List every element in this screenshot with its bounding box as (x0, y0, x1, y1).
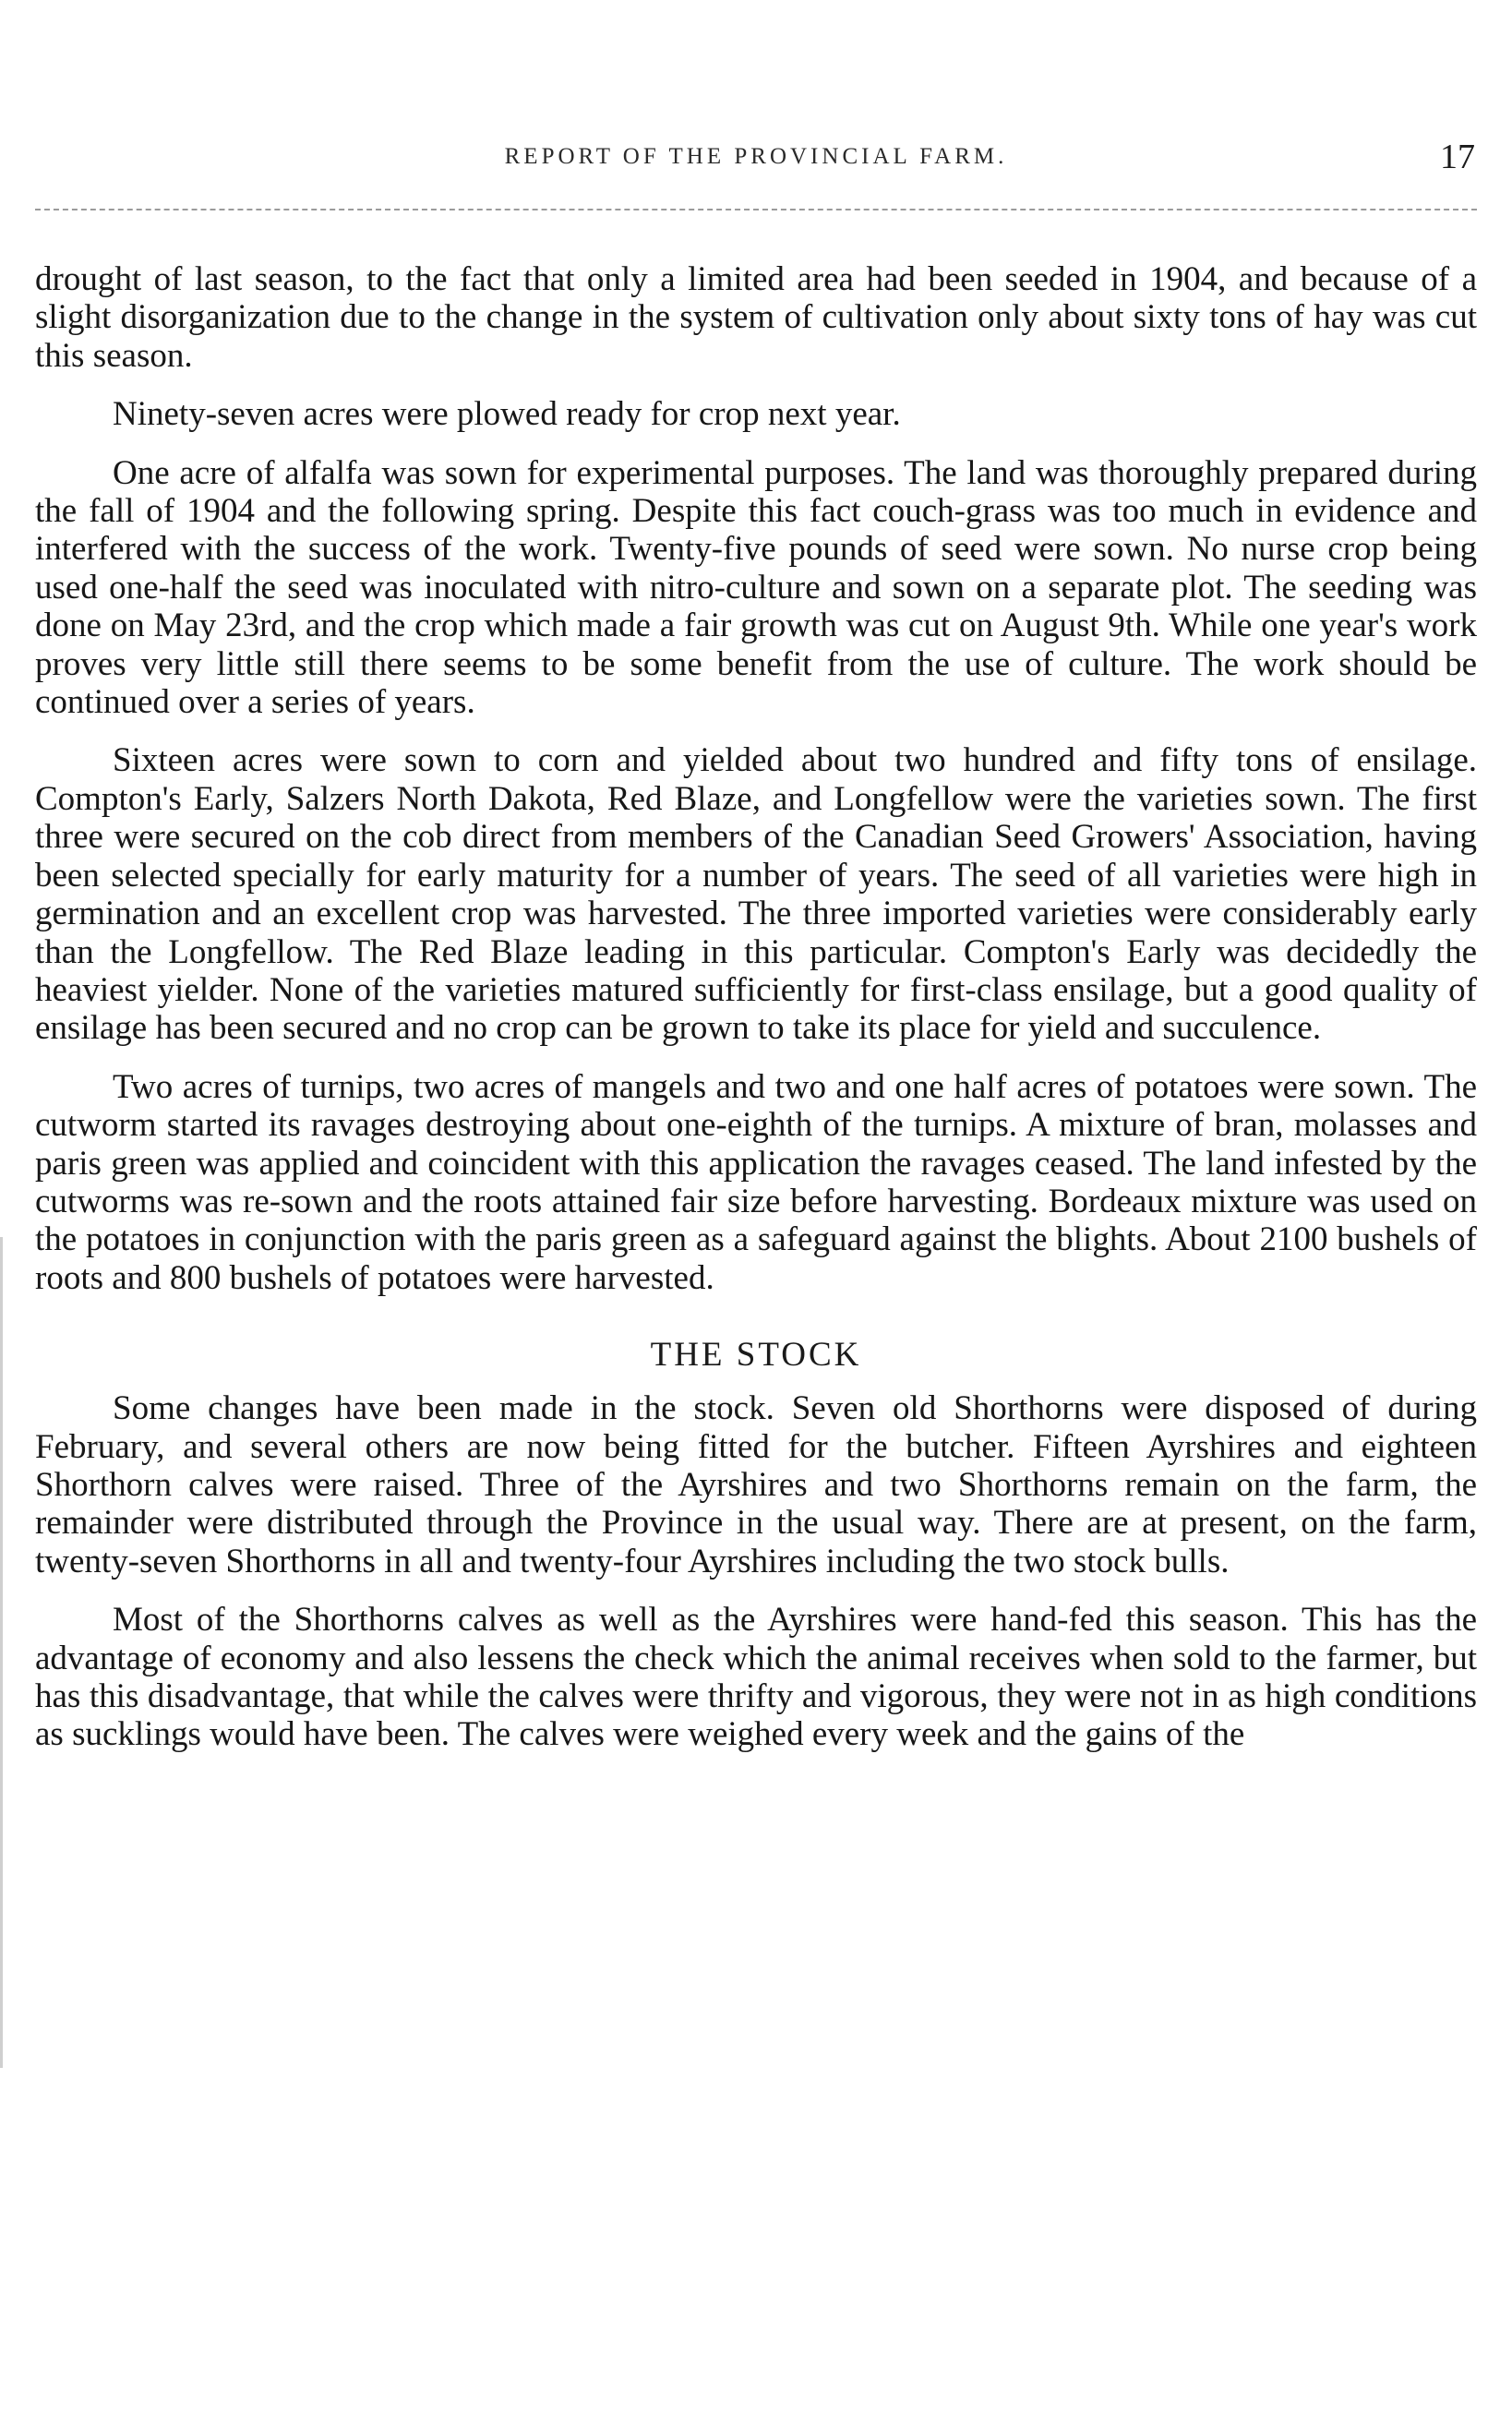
paragraph-calves: Most of the Shorthorns calves as well as the Ayrshires were hand-fed this season. This has the advantage of economy and also lessens the check which the animal receives when sold to the farmer, but has this disadvantage, that while the calves were thrifty and vigorous, they were not in as high conditions as sucklings would have been. The calves were weighed every week and the gains of the (35, 1601, 1477, 1754)
paragraph-roots: Two acres of turnips, two acres of mangels and two and one half acres of potatoes were sown. The cutworm started its ravages destroying about one-eighth of the turnips. A mixture of bran, molasses and paris green was applied and coincident with this application the ravages ceased. The land infested by the cutworms was re-sown and the roots attained fair size before harvesting. Bordeaux mixture was used on the potatoes in conjunction with the paris green as a safeguard against the blights. About 2100 bushels of roots and 800 bushels of potatoes were harvested. (35, 1067, 1477, 1297)
paragraph-alfalfa: One acre of alfalfa was sown for experimental purposes. The land was thoroughly prepared during the fall of 1904 and the following spring. Despite this fact couch-grass was too much in evidence and interfered with the success of the work. Twenty-five pounds of seed were sown. No nurse crop being used one-half the seed was inoculated with nitro-culture and sown on a separate plot. The seeding was done on May 23rd, and the crop which made a fair growth was cut on August 9th. While one year's work proves very little still there seems to be some benefit from the use of culture. The work should be continued over a series of years. (35, 453, 1477, 722)
scan-edge-shadow (0, 1237, 3, 2068)
running-header (35, 140, 1477, 196)
paragraph-corn: Sixteen acres were sown to corn and yielded about two hundred and fifty tons of ensilage. Compton's Early, Salzers North Dakota, Red Blaze, and Longfellow were the varieties sown. The first three were secured on the cob direct from members of the Canadian Seed Growers' Association, having been selected specially for early maturity for a number of years. The seed of all varieties were high in germination and an excellent crop was harvested. The three imported varieties were considerably early than the Longfellow. The Red Blaze leading in this particular. Compton's Early was decidedly the heaviest yielder. None of the varieties matured sufficiently for first-class ensilage, but a good quality of ensilage has been secured and no crop can be grown to take its place for yield and succulence. (35, 741, 1477, 1048)
paragraph-hay-continued: drought of last season, to the fact that only a limited area had been seeded in 1904, and because of a slight disorganization due to the change in the system of cultivation only about sixty tons of hay was cut this season. (35, 260, 1477, 375)
page-number: 17 (1440, 138, 1475, 176)
section-heading-stock: THE STOCK (650, 1336, 862, 1375)
header-rule (35, 209, 1477, 210)
running-title: REPORT OF THE PROVINCIAL FARM. (504, 144, 1008, 169)
paragraph-stock-changes: Some changes have been made in the stock. Seven old Shorthorns were disposed of during February, and several others are now being fitted for the butcher. Fifteen Ayrshires and eighteen Shorthorn calves were raised. Three of the Ayrshires and two Shorthorns remain on the farm, the remainder were distributed through the Province in the usual way. There are at present, on the farm, twenty-seven Shorthorns in all and twenty-four Ayrshires including the two stock bulls. (35, 1389, 1477, 1580)
paragraph-plowing: Ninety-seven acres were plowed ready for crop next year. (113, 395, 901, 434)
body-text (35, 260, 1477, 1774)
